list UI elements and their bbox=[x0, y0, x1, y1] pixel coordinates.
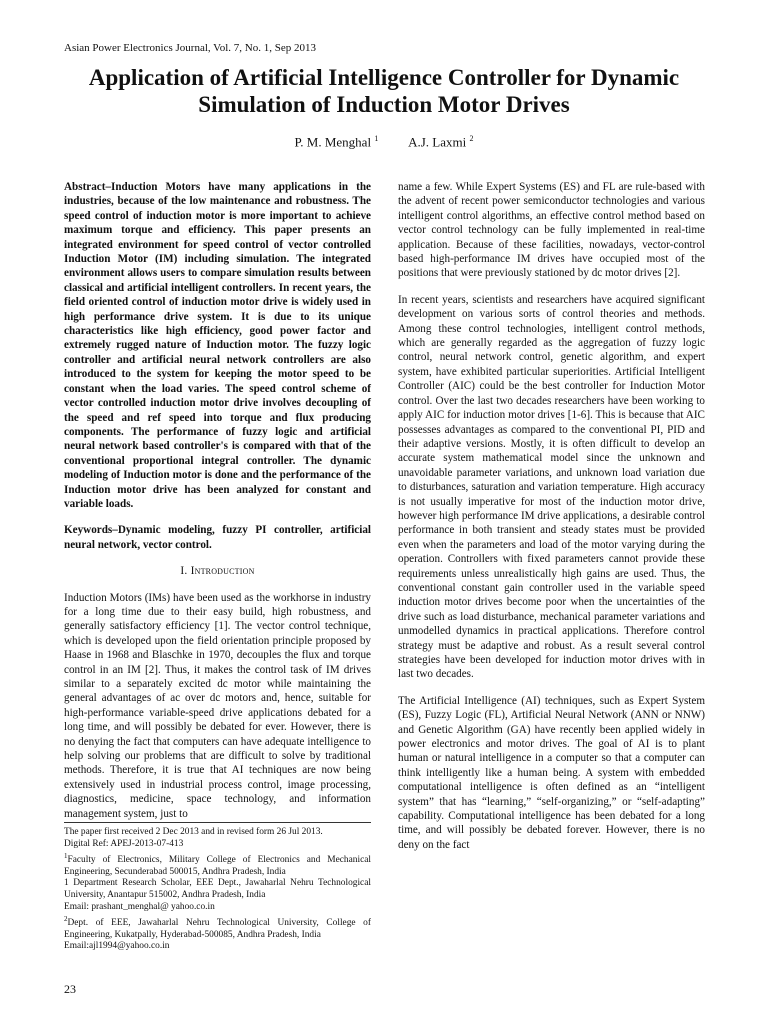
footnotes bbox=[64, 822, 371, 953]
journal-header: Asian Power Electronics Journal, Vol. 7, No. 1, Sep 2013 bbox=[64, 42, 316, 54]
section-title: Introduction bbox=[190, 565, 255, 578]
body-paragraph: name a few. While Expert Systems (ES) and FL are rule-based with the advent of recent power semiconductor technologies and various intelligent control algorithms, an effective control method based on vector control technology can be fully implemented in real-time application. Because of these facilities, nowadays, vector-control based high-performance IM drives have occupied most of the positions that were previously stationed by dc motor drives [2]. bbox=[398, 181, 705, 280]
author-name: A.J. Laxmi bbox=[408, 134, 467, 150]
received-note: The paper first received 2 Dec 2013 and in revised form 26 Jul 2013. bbox=[64, 827, 323, 837]
affiliation-1b: 1 Department Research Scholar, EEE Dept., Jawaharlal Nehru Technological University, Anantapur 515002, Andhra Pradesh, India bbox=[64, 878, 371, 901]
body-paragraph: In recent years, scientists and researchers have acquired significant development on various sorts of control theories and methods. Among these control technologies, intelligent control methods, which are generally regarded as the aggregation of fuzzy logic control, neural network control, genetic algorithm, and expert system, have exhibited particular superiorities. Artificial Intelligent Controller (AIC) could be the best controller for Induction Motor control. Over the last two decades researchers have been working to apply AIC for induction motor drives [1-6]. This is because that AIC possesses advantages as compared to the conventional PI, PID and their adaptive versions. Mostly, it is often difficult to develop an accurate system mathematical model since the unknown and unavoidable parameter variations, and unknown load variation due to disturbances, saturation and variation temperature. High accuracy is not usually imperative for most of the induction motor drive, however high performance IM drive applications, a desirable control performance in both transient and steady states must be provided even when the parameters and load of the motor varying during the operation. Controllers with fixed parameters cannot provide these requirements unless unrealistically high gains are used. Thus, the conventional constant gain controller used in the variable speed induction motor drives become poor when the uncertainties of the drive such as load disturbance, mechanical parameter variations and unmodelled dynamics in practical applications. Therefore control strategy must be adaptive and robust. As a result several control strategies have been developed for induction motor drives with in last two decades. bbox=[398, 293, 705, 681]
email-1: Email: prashant_menghal@ yahoo.co.in bbox=[64, 901, 215, 912]
affiliation-1: $^1$Faculty of Electronics, Military College of Electronics and Mechanical Engineering, Secunderabad 500015, Andhra Pradesh, India bbox=[64, 851, 371, 877]
intro-paragraph: Induction Motors (IMs) have been used as the workhorse in industry for a long time due to their easy build, high robustness, and generally satisfactory efficiency [1]. The vector control technique, which is developed upon the field orientation principle proposed by Haase in 1968 and Blaschke in 1970, decouples the flux and torque control in an IM [2]. Thus, it makes the control task of IM drives similar to a separately excited dc motor while maintaining the general advantages of ac over dc motors and, hence, suitable for high-performance variable-speed drive applications debated for a long time, and will possibly be debated for ever. However, there is no denying the fact that computers can have adequate intelligence to help solving our problems that are difficult to solve by traditional methods. Therefore, it is true that AI techniques are now being extensively used in industrial process control, image processing, diagnostics, medicine, space technology, and information management system, just to bbox=[64, 591, 371, 820]
digital-ref: Digital Ref: APEJ-2013-07-413 bbox=[64, 838, 184, 849]
affiliation-mark: 2 bbox=[64, 914, 68, 923]
right-column bbox=[398, 180, 705, 864]
page-number: 23 bbox=[64, 982, 76, 996]
author-name: P. M. Menghal bbox=[294, 134, 372, 150]
paper-title: Application of Artificial Intelligence Controller for Dynamic Simulation of Induction Motor Drives bbox=[88, 65, 680, 117]
affiliation-2: $^2$Dept. of EEE, Jawaharlal Nehru Technological University, College of Engineering, Kukatpally, Hyderabad-500085, Andhra Pradesh, India bbox=[64, 914, 371, 940]
email-2: Email:ajl1994@yahoo.co.in bbox=[64, 941, 170, 952]
keywords: Keywords–Dynamic modeling, fuzzy PI controller, artificial neural network, vector control. bbox=[64, 524, 371, 551]
author-list bbox=[0, 134, 768, 150]
abstract: Abstract–Induction Motors have many applications in the industries, because of the low maintenance and robustness. The speed control of induction motor is more important to achieve maximum torque and efficiency. This paper presents an integrated environment for speed control of vector controlled Induction Motor (IM) including simulation. The integrated environment allows users to compare simulation results between classical and artificial intelligent controllers. In recent years, the field oriented control of induction motor drive is widely used in high performance drive system. It is due to its unique characteristics like high efficiency, good power factor and extremely rugged nature of Induction motor. The fuzzy logic controller and artificial neural network controllers are also introduced to the system for keeping the motor speed to be constant when the load varies. The speed control scheme of vector controlled induction motor drive involves decoupling of the speed and ref speed into torque and flux producing components. The performance of fuzzy logic and artificial neural network based controller's is compared with that of the conventional proportional integral controller. The dynamic modeling of Induction motor is done and the performance of the Induction motor drive has been analyzed for constant and variable loads. bbox=[64, 181, 371, 510]
author-affiliation-mark: 2 bbox=[469, 134, 474, 143]
left-column bbox=[64, 180, 371, 833]
body-paragraph: The Artificial Intelligence (AI) techniques, such as Expert System (ES), Fuzzy Logic (FL), Artificial Neural Network (ANN or NNW) and Genetic Algorithm (GA) have recently been applied widely in power electronics and motor drives. The goal of AI is to plant human or natural intelligence in a computer so that a computer can think intelligently like a human being. A system with embedded computational intelligence is often defined as an “intelligent system” that has “learning,” “self-organizing,” or “self-adapting” capability. Computational intelligence has been debated for a long time, and will possibly be debated forever. However, there is no deny on the fact bbox=[398, 694, 705, 851]
section-number: I. bbox=[180, 565, 188, 578]
section-heading bbox=[64, 564, 371, 578]
author-affiliation-mark: 1 bbox=[374, 134, 379, 143]
affiliation-mark: 1 bbox=[64, 851, 68, 860]
